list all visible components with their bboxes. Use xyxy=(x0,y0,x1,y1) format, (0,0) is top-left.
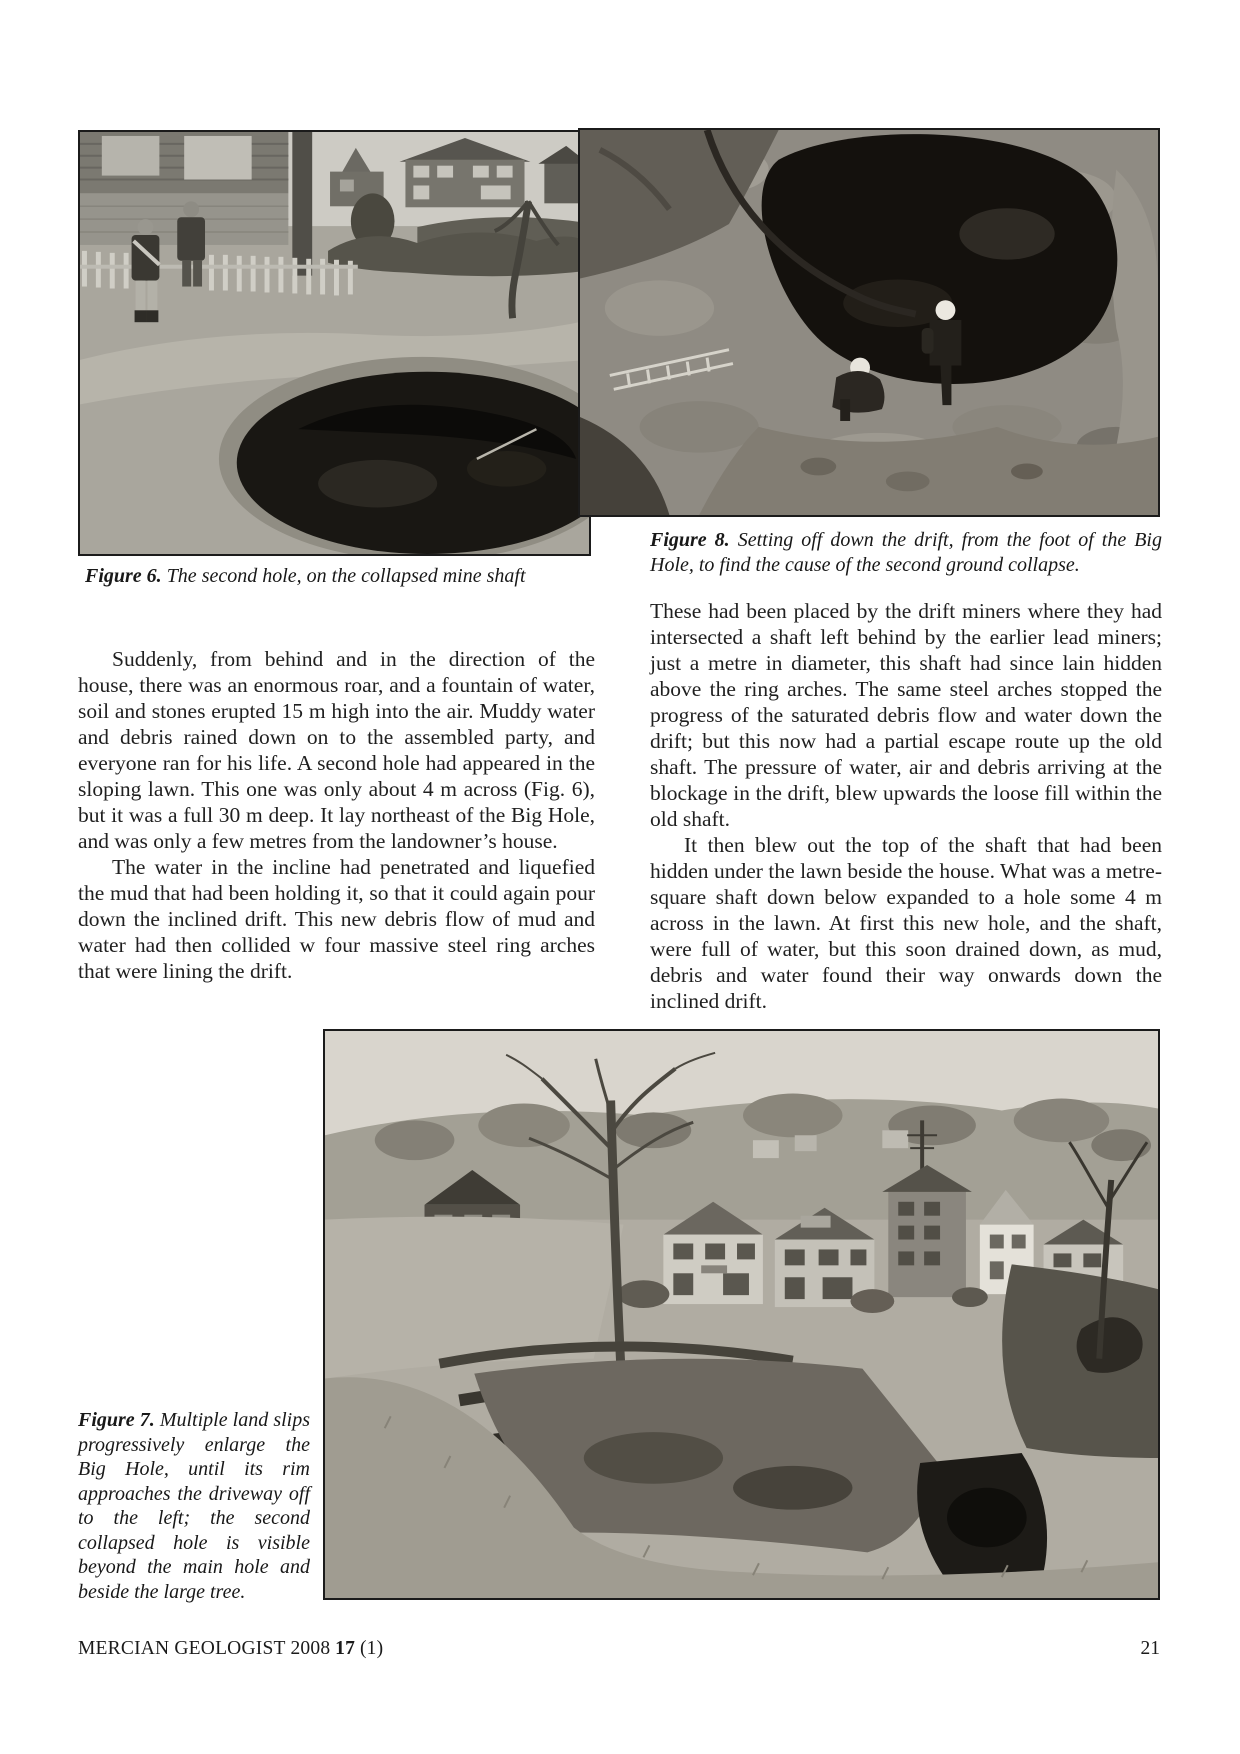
figure6-photo xyxy=(78,130,591,556)
figure7-photo-illustration xyxy=(325,1031,1158,1598)
paragraph-left-1: Suddenly, from behind and in the direction of the house, there was an enormous roar, and a fountain of water, soil and stones erupted 15 m high into the air. Muddy water and debris rained down on to the assembled party, and everyone ran for his life. A second hole had appeared in the sloping lawn. This one was only about 4 m across (Fig. 6), but it was a full 30 m deep. It lay northeast of the Big Hole, and was only a few metres from the landowner’s house. xyxy=(78,647,595,853)
figure6-caption xyxy=(85,564,590,589)
figure8-caption xyxy=(650,528,1162,577)
figure7-caption-text: Multiple land slips progressively enlarge the Big Hole, until its rim approaches the driveway off to the left; the second collapsed hole is visible beyond the main hole and beside the large tree. xyxy=(78,1409,310,1603)
figure8-photo-illustration xyxy=(580,130,1158,515)
journal-year: 2008 xyxy=(290,1638,331,1659)
figure6-photo-illustration xyxy=(80,132,589,554)
figure8-caption-text: Setting off down the drift, from the foot of the Big Hole, to find the cause of the second ground collapse. xyxy=(650,529,1162,576)
figure6-caption-label: Figure 6. xyxy=(85,565,162,587)
figure6-caption-text: The second hole, on the collapsed mine shaft xyxy=(166,565,526,587)
journal-volume: 17 xyxy=(335,1638,356,1659)
paragraph-right-2: It then blew out the top of the shaft that had been hidden under the lawn beside the house. What was a metre-square shaft down below expanded to a hole some 4 m across in the lawn. At first this new hole, and the shaft, were full of water, but this soon drained down, as mud, debris and water found their way onwards down the inclined drift. xyxy=(650,833,1162,1013)
journal-citation xyxy=(78,1638,383,1660)
paragraph-left-2: The water in the incline had penetrated and liquefied the mud that had been holding it, so that it could again pour down the inclined drift. This new debris flow of mud and water had then collided w four massive steel ring arches that were lining the drift. xyxy=(78,855,595,983)
journal-name: MERCIAN GEOLOGIST xyxy=(78,1638,286,1659)
page-number: 21 xyxy=(1140,1638,1160,1659)
paragraph-right-1: These had been placed by the drift miners where they had intersected a shaft left behind by the earlier lead miners; just a metre in diameter, this shaft had since lain hidden above the ring arches. The same steel arches stopped the progress of the saturated debris flow and water down the drift; but this now had a partial escape route up the old shaft. The pressure of water, air and debris arriving at the blockage in the drift, blew upwards the loose fill within the old shaft. xyxy=(650,599,1162,831)
right-column xyxy=(650,598,1162,1014)
figure8-photo xyxy=(578,128,1160,517)
figure8-caption-label: Figure 8. xyxy=(650,529,730,551)
journal-issue: (1) xyxy=(359,1638,384,1659)
page-footer xyxy=(78,1638,1160,1660)
figure7-photo xyxy=(323,1029,1160,1600)
figure7-caption-label: Figure 7. xyxy=(78,1409,155,1431)
left-column xyxy=(78,646,595,984)
figure7-caption xyxy=(78,1408,310,1604)
